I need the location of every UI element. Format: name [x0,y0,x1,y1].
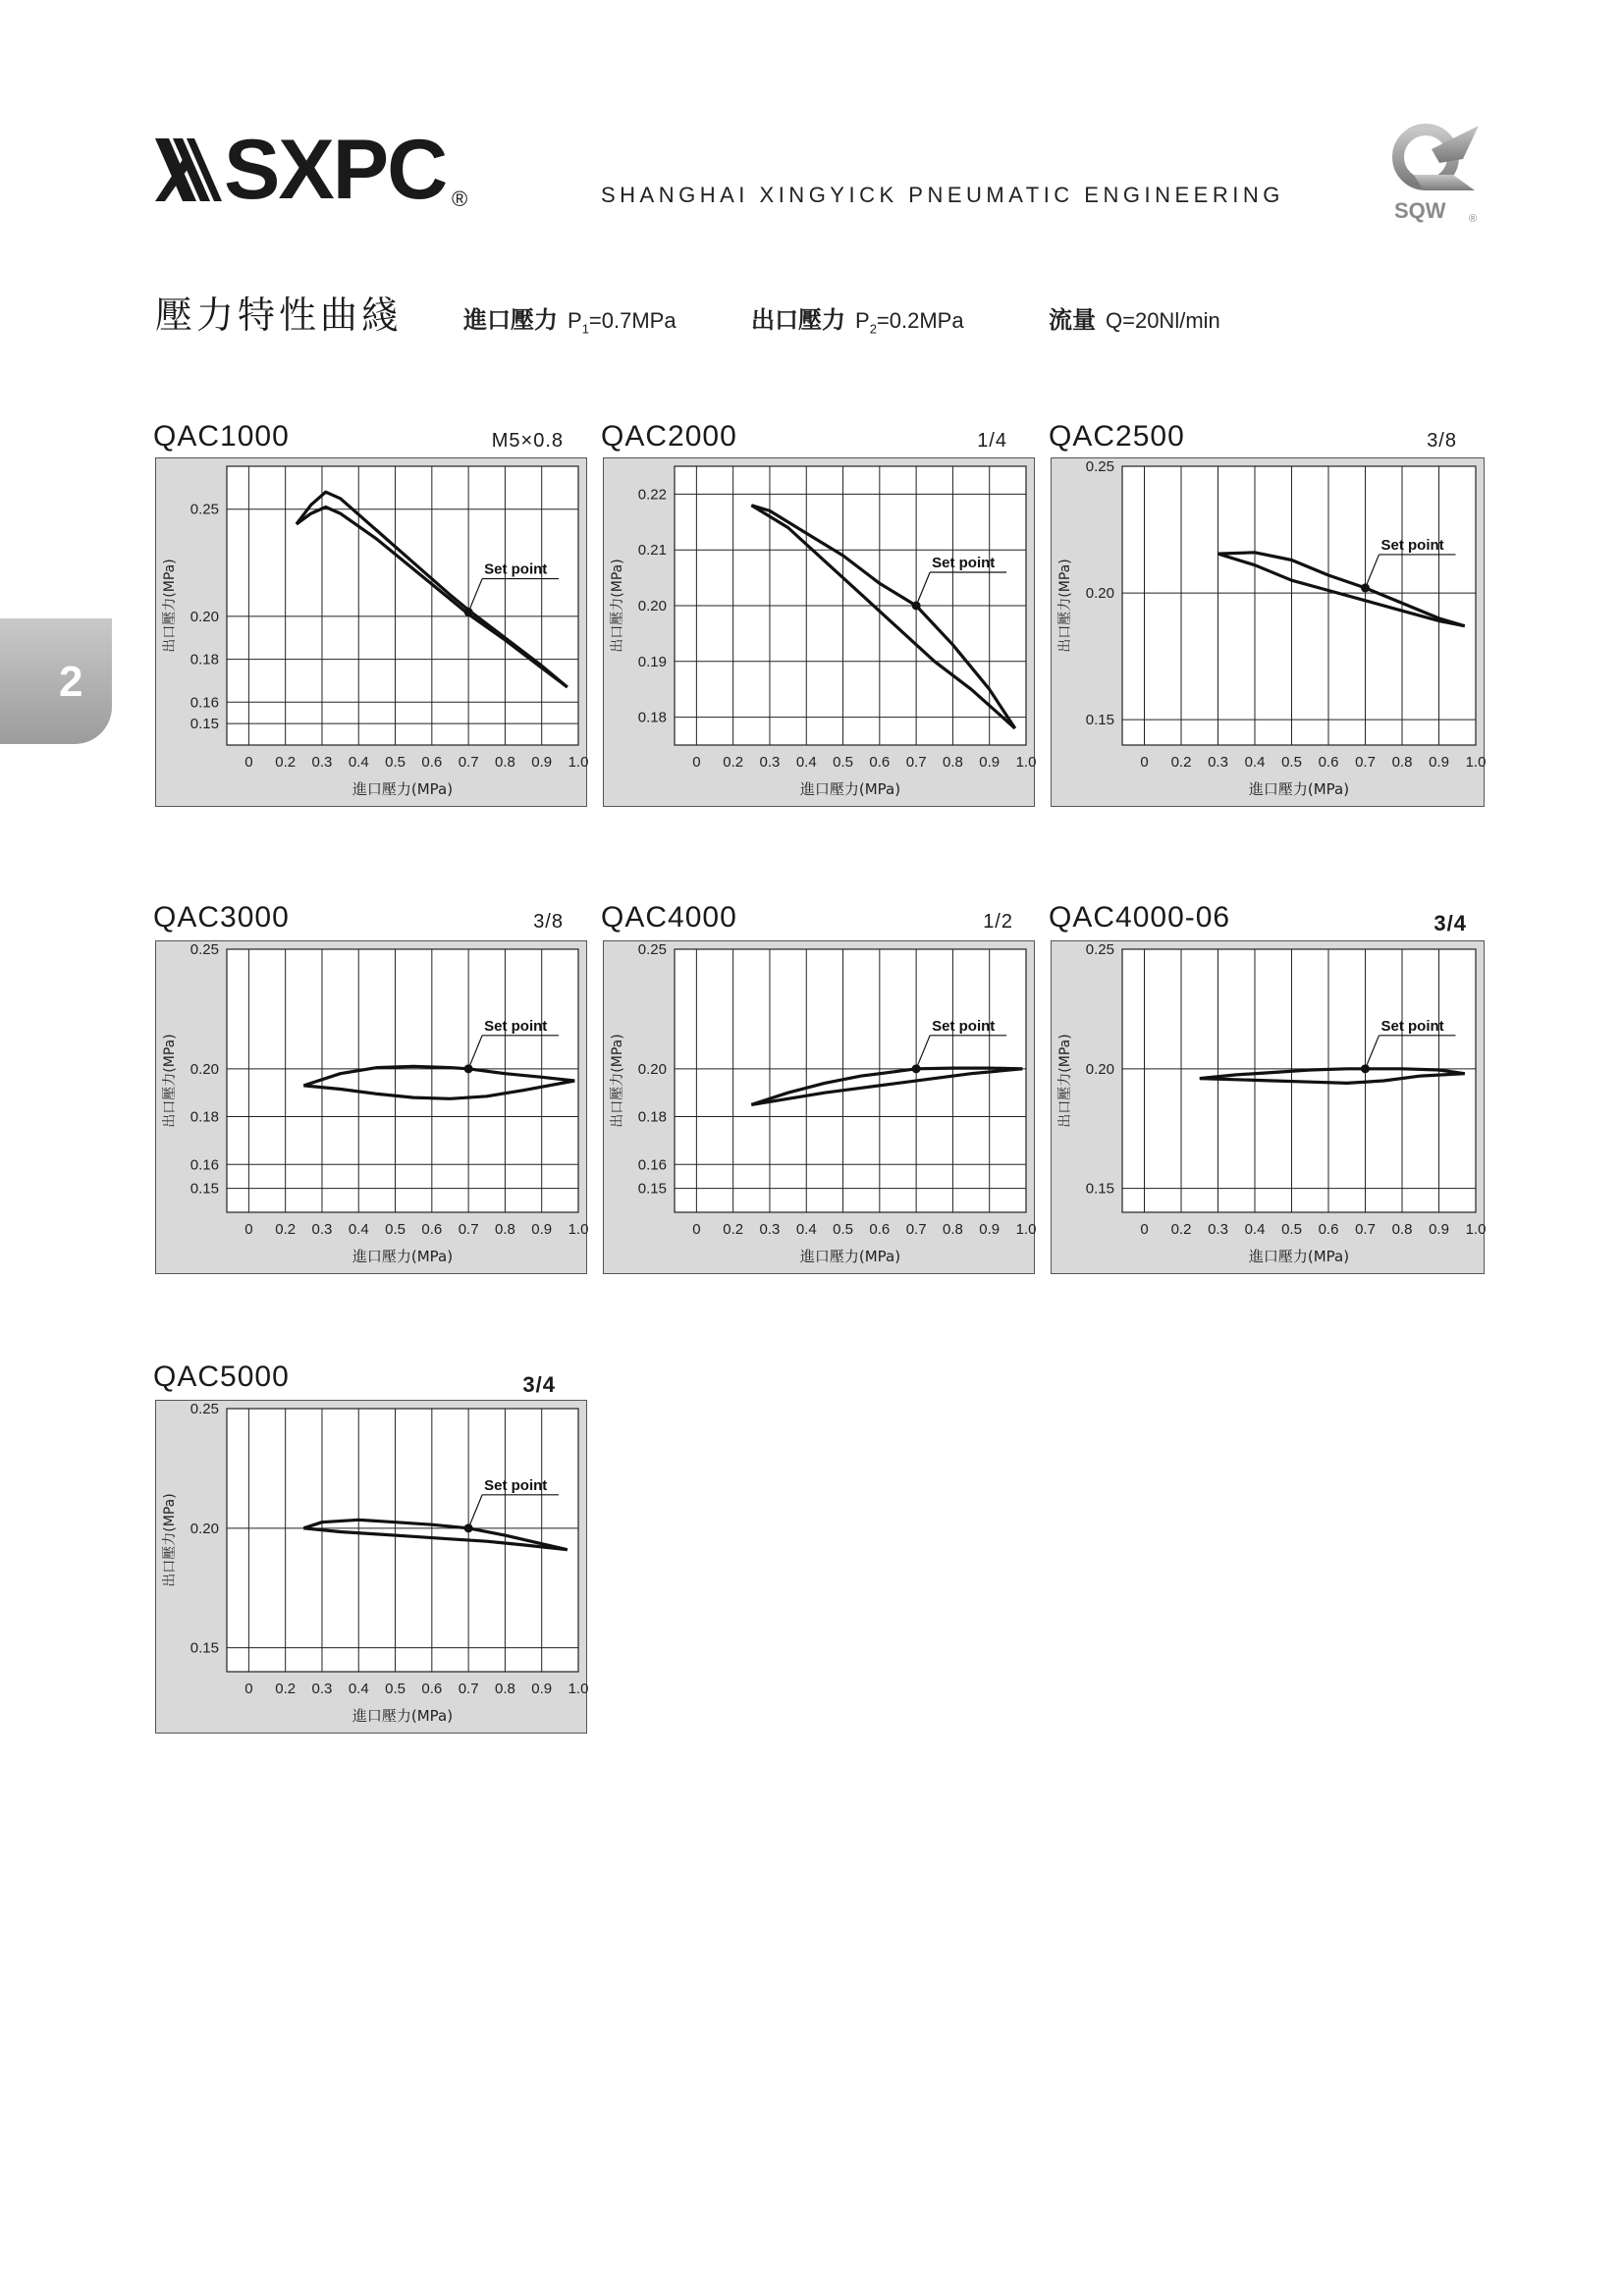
sxpc-logo-icon [155,138,224,201]
page-number: 2 [59,658,83,706]
y-tick-label: 0.22 [637,486,667,504]
x-tick-label: 1.0 [568,754,589,771]
x-tick-label: 0.7 [458,1221,479,1238]
x-tick-label: 0.8 [1391,1221,1413,1238]
outlet-value: =0.2MPa [876,308,964,333]
x-tick-label: 0.2 [275,1221,297,1238]
x-tick-label: 0.3 [1208,754,1228,771]
x-tick-label: 0.7 [458,754,479,771]
x-tick-label: 0.2 [723,754,744,771]
x-tick-label: 0.3 [311,1681,333,1697]
chart-panel-qac1000 [155,457,587,807]
inlet-label: 進口壓力 [463,307,558,334]
inlet-symbol: P [568,308,582,333]
x-tick-label: 0.4 [1244,1221,1266,1238]
chart-panel-qac2000 [603,457,1035,807]
x-tick-label: 0.9 [531,1681,553,1697]
x-tick-label: 0 [244,1221,253,1238]
x-tick-label: 0.6 [1318,754,1339,771]
chart-panel-qac3000 [155,940,587,1274]
x-tick-label: 0.5 [833,754,853,771]
plot-area [675,949,1026,1212]
x-tick-label: 0.4 [348,754,369,771]
chart-svg [156,1401,589,1733]
port-size-qac3000: 3/8 [533,911,564,933]
x-tick-label: 0.5 [385,754,406,771]
x-tick-label: 0.3 [759,1221,781,1238]
y-tick-label: 0.18 [637,709,667,726]
y-tick-label: 0.15 [189,1180,219,1198]
x-tick-label: 0 [244,1681,253,1697]
set-point-label: Set point [484,1017,548,1035]
x-tick-label: 0.9 [1429,1221,1449,1238]
x-tick-label: 0.6 [869,1221,891,1238]
company-name: SHANGHAI XINGYICK PNEUMATIC ENGINEERING [601,183,1284,207]
port-size-qac2000: 1/4 [977,430,1007,452]
x-tick-label: 0.2 [275,1681,297,1697]
x-axis-label: 進口壓力(MPa) [1248,1248,1350,1265]
y-tick-label: 0.15 [1085,712,1114,729]
chart-svg [1052,941,1487,1273]
set-point-label: Set point [1380,536,1444,554]
x-tick-label: 1.0 [1465,754,1487,771]
x-tick-label: 0.5 [385,1221,406,1238]
plot-area [227,949,578,1212]
x-tick-label: 0.2 [275,754,297,771]
y-tick-label: 0.20 [1085,1060,1114,1078]
chart-title-qac2500: QAC2500 [1049,420,1185,453]
x-tick-label: 0.8 [1391,754,1413,771]
chart-title-qac1000: QAC1000 [153,420,290,453]
chart-title-qac4000-06: QAC4000-06 [1049,901,1231,934]
x-tick-label: 0.6 [421,1681,443,1697]
x-tick-label: 0.4 [795,1221,817,1238]
y-tick-label: 0.25 [1085,458,1114,475]
sqw-logo-text: SQW [1394,198,1446,223]
y-axis-label: 出口壓力(MPa) [1057,559,1073,653]
x-tick-label: 0.4 [348,1221,369,1238]
x-tick-label: 0 [1140,754,1149,771]
x-axis-label: 進口壓力(MPa) [1248,780,1350,798]
port-size-qac1000: M5×0.8 [491,430,564,452]
chart-panel-qac5000 [155,1400,587,1734]
chart-svg [156,458,589,806]
y-tick-label: 0.15 [189,716,219,733]
x-axis-label: 進口壓力(MPa) [799,1248,901,1265]
port-size-qac2500: 3/8 [1427,430,1457,452]
x-tick-label: 0 [244,754,253,771]
x-tick-label: 0.5 [1281,1221,1302,1238]
section-title: 壓力特性曲綫 [155,295,404,337]
x-tick-label: 0.4 [1244,754,1266,771]
x-tick-label: 0.5 [385,1681,406,1697]
page-number-tab [0,618,112,744]
y-tick-label: 0.18 [189,651,219,668]
x-tick-label: 1.0 [1465,1221,1487,1238]
x-axis-label: 進口壓力(MPa) [352,1248,454,1265]
x-tick-label: 0.9 [531,754,553,771]
x-tick-label: 0.2 [1170,754,1192,771]
x-tick-label: 0.8 [942,754,963,771]
y-tick-label: 0.21 [637,542,667,560]
x-tick-label: 0.3 [311,754,333,771]
chart-title-qac4000: QAC4000 [601,901,737,934]
x-tick-label: 0.7 [458,1681,479,1697]
y-tick-label: 0.25 [637,941,667,958]
x-tick-label: 0.8 [942,1221,963,1238]
x-tick-label: 0.3 [311,1221,333,1238]
sqw-logo-icon [1384,120,1483,228]
outlet-label: 出口壓力 [751,307,845,334]
y-axis-label: 出口壓力(MPa) [610,559,625,653]
sqw-registered-mark: ® [1469,213,1478,225]
x-tick-label: 0.3 [759,754,781,771]
x-tick-label: 0.3 [1208,1221,1228,1238]
y-tick-label: 0.16 [189,1156,219,1174]
x-tick-label: 0.8 [494,1681,515,1697]
x-tick-label: 0.4 [795,754,817,771]
x-tick-label: 0.9 [1429,754,1449,771]
x-tick-label: 1.0 [568,1221,589,1238]
set-point-label: Set point [1380,1017,1444,1035]
y-axis-label: 出口壓力(MPa) [1057,1034,1073,1128]
port-size-qac4000: 1/2 [983,911,1013,933]
x-tick-label: 0.9 [531,1221,553,1238]
outlet-symbol: P [855,308,870,333]
x-axis-label: 進口壓力(MPa) [352,780,454,798]
x-axis-label: 進口壓力(MPa) [352,1707,454,1725]
chart-svg [604,941,1037,1273]
y-tick-label: 0.15 [1085,1180,1114,1198]
flow-value: Q=20Nl/min [1106,308,1220,333]
x-tick-label: 0.7 [1355,1221,1376,1238]
chart-panel-qac4000-06 [1051,940,1485,1274]
y-tick-label: 0.20 [637,1060,667,1078]
chart-title-qac5000: QAC5000 [153,1361,290,1393]
set-point-label: Set point [932,1017,996,1035]
chart-title-qac3000: QAC3000 [153,901,290,934]
x-tick-label: 1.0 [1015,754,1037,771]
registered-mark: ® [452,187,468,211]
y-axis-label: 出口壓力(MPa) [162,1493,178,1587]
x-tick-label: 0.7 [905,1221,927,1238]
inlet-condition [463,300,676,336]
set-point-label: Set point [932,555,996,571]
y-axis-label: 出口壓力(MPa) [162,559,178,653]
x-tick-label: 0.6 [421,1221,443,1238]
y-tick-label: 0.16 [189,694,219,712]
y-tick-label: 0.18 [189,1108,219,1126]
x-tick-label: 1.0 [568,1681,589,1697]
chart-svg [604,458,1037,806]
x-tick-label: 0.7 [1355,754,1376,771]
x-tick-label: 0.5 [1281,754,1302,771]
y-tick-label: 0.20 [189,608,219,625]
chart-panel-qac4000 [603,940,1035,1274]
y-axis-label: 出口壓力(MPa) [610,1034,625,1128]
outlet-condition [751,300,964,336]
x-tick-label: 0.7 [905,754,927,771]
x-tick-label: 0 [1140,1221,1149,1238]
y-tick-label: 0.19 [637,653,667,670]
chart-svg [1052,458,1487,806]
y-tick-label: 0.25 [1085,941,1114,958]
port-size-qac4000-06: 3/4 [1434,911,1467,935]
y-tick-label: 0.20 [1085,585,1114,603]
y-tick-label: 0.25 [189,1401,219,1417]
x-tick-label: 0.2 [1170,1221,1192,1238]
y-tick-label: 0.20 [189,1520,219,1537]
y-tick-label: 0.20 [189,1060,219,1078]
port-size-qac5000: 3/4 [522,1372,556,1397]
set-point-label: Set point [484,1476,548,1494]
y-tick-label: 0.18 [637,1108,667,1126]
x-axis-label: 進口壓力(MPa) [799,780,901,798]
y-tick-label: 0.25 [189,501,219,518]
y-tick-label: 0.25 [189,941,219,958]
x-tick-label: 0.8 [494,1221,515,1238]
x-tick-label: 0 [692,754,701,771]
brand-name: SXPC [224,123,447,217]
set-point-label: Set point [484,561,548,578]
chart-panel-qac2500 [1051,457,1485,807]
chart-title-qac2000: QAC2000 [601,420,737,453]
plot-area [227,466,578,745]
flow-label: 流量 [1049,307,1096,334]
x-tick-label: 0 [692,1221,701,1238]
y-tick-label: 0.20 [637,598,667,614]
inlet-subscript: 1 [581,321,589,337]
outlet-subscript: 2 [869,321,877,337]
x-tick-label: 0.6 [869,754,891,771]
x-tick-label: 0.2 [723,1221,744,1238]
x-tick-label: 0.9 [979,1221,1001,1238]
y-tick-label: 0.15 [637,1180,667,1198]
chart-svg [156,941,589,1273]
x-tick-label: 1.0 [1015,1221,1037,1238]
flow-condition [1049,300,1220,335]
x-tick-label: 0.5 [833,1221,853,1238]
y-tick-label: 0.15 [189,1639,219,1657]
x-tick-label: 0.8 [494,754,515,771]
x-tick-label: 0.6 [421,754,443,771]
plot-area [1122,466,1476,745]
inlet-value: =0.7MPa [588,308,676,333]
y-axis-label: 出口壓力(MPa) [162,1034,178,1128]
x-tick-label: 0.4 [348,1681,369,1697]
y-tick-label: 0.16 [637,1156,667,1174]
x-tick-label: 0.6 [1318,1221,1339,1238]
x-tick-label: 0.9 [979,754,1001,771]
